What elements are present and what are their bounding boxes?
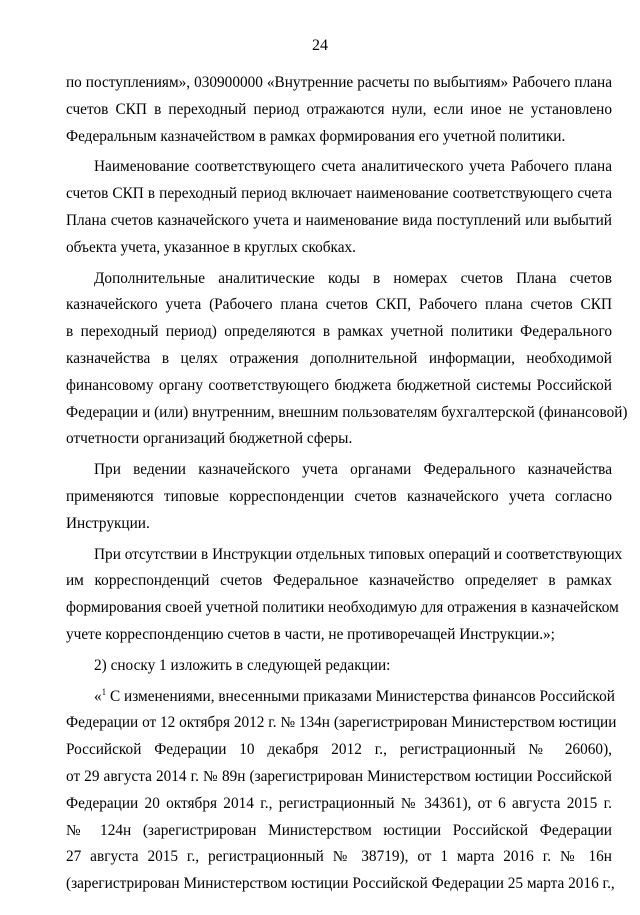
text-line [66, 844, 612, 871]
text-line [66, 319, 612, 346]
text-line [66, 292, 612, 319]
text-line [66, 346, 612, 373]
text-line [66, 791, 612, 818]
text-line-content: При отсутствии в Инструкции отдельных типовых операций и соответствующих [94, 545, 623, 563]
text-line-content: от 29 августа 2014 г. № 89н (зарегистрирован Министерством юстиции Российской [66, 767, 612, 785]
text-line-content: объекта учета, указанное в круглых скобках. [66, 238, 356, 256]
text-line-content: счетов СКП в переходный период включает наименование соответствующего счета [66, 185, 612, 203]
text-line [66, 181, 612, 208]
text-line [66, 568, 612, 595]
text-line-content: Федерации 20 октября 2014 г., регистрационный № 34361), от 6 августа 2015 г. [66, 794, 612, 812]
text-line [66, 124, 612, 151]
text-line [66, 373, 612, 400]
text-line-content: При ведении казначейского учета органами Федерального казначейства [94, 461, 612, 479]
text-line-content: учете корреспонденцию счетов в части, не противоречащей Инструкции.»; [66, 625, 555, 643]
text-line [66, 426, 612, 453]
text-line [66, 70, 612, 97]
text-line-content: казначейства в целях отражения дополнительной информации, необходимой [66, 349, 612, 367]
text-line [66, 484, 612, 511]
page-number: 24 [312, 37, 328, 54]
text-line-content: отчетности организаций бюджетной сферы. [66, 430, 353, 448]
text-line [66, 653, 612, 680]
text-line [66, 511, 612, 538]
text-line-content: Плана счетов казначейского учета и наименование вида поступлений или выбытий [66, 211, 612, 229]
text-line-content: Федерации от 12 октября 2012 г. № 134н (зарегистрирован Министерством юстиции [66, 714, 617, 732]
text-line-content: формирования своей учетной политики необходимую для отражения в казначейском [66, 599, 619, 617]
text-line-content: Инструкции. [66, 514, 150, 532]
text-line-content: казначейского учета (Рабочего плана счетов СКП, Рабочего плана счетов СКП [66, 296, 612, 314]
text-line-content: по поступлениям», 030900000 «Внутренние расчеты по выбытиям» Рабочего плана [66, 74, 612, 91]
text-line [66, 818, 612, 845]
text-line [66, 457, 612, 484]
text-line [66, 208, 612, 235]
text-line-content: Дополнительные аналитические коды в номерах счетов Плана счетов [94, 269, 612, 287]
text-line-content: 2) сноску 1 изложить в следующей редакции: [94, 656, 391, 674]
text-line-content: Российской Федерации 10 декабря 2012 г., регистрационный № 26060), [66, 741, 612, 759]
text-line [66, 266, 612, 293]
text-line-content: применяются типовые корреспонденции счетов казначейского учета согласно [66, 487, 612, 505]
text-line [66, 595, 619, 622]
text-line-content: Наименование соответствующего счета аналитического учета Рабочего плана [94, 158, 612, 176]
text-line [66, 871, 615, 898]
text-line [66, 684, 615, 711]
footnote-marker: 1 [101, 686, 107, 697]
text-line-content: С изменениями, внесенными приказами Министерства финансов Российской [109, 687, 615, 705]
footnote-open-quote: « [94, 687, 102, 705]
text-line [66, 622, 612, 649]
text-line-content: № 124н (зарегистрирован Министерством юстиции Российской Федерации [66, 821, 612, 839]
text-line-content: (зарегистрирован Министерством юстиции Российской Федерации 25 марта 2016 г., [66, 875, 615, 893]
text-line [66, 542, 623, 569]
text-line-content: счетов СКП в переходный период отражаются нули, если иное не установлено [66, 100, 612, 118]
text-line-content: Федеральным казначейством в рамках формирования его учетной политики. [66, 127, 566, 145]
text-line [66, 764, 612, 791]
text-line-content: 27 августа 2015 г., регистрационный № 38719), от 1 марта 2016 г. № 16н [66, 848, 612, 866]
text-line [66, 737, 612, 764]
text-line-content: финансовому органу соответствующего бюджета бюджетной системы Российской [66, 376, 612, 394]
body-text [66, 70, 628, 898]
text-line [66, 235, 612, 262]
text-line [66, 97, 612, 124]
text-line-content: им корреспонденций счетов Федеральное казначейство определяет в рамках [66, 572, 612, 590]
text-line [66, 154, 612, 181]
text-line [66, 400, 628, 427]
text-line-content: в переходный период) определяются в рамках учетной политики Федерального [66, 323, 612, 341]
text-line-content: Федерации и (или) внутренним, внешним пользователям бухгалтерской (финансовой) [66, 403, 628, 421]
text-line [66, 710, 617, 737]
